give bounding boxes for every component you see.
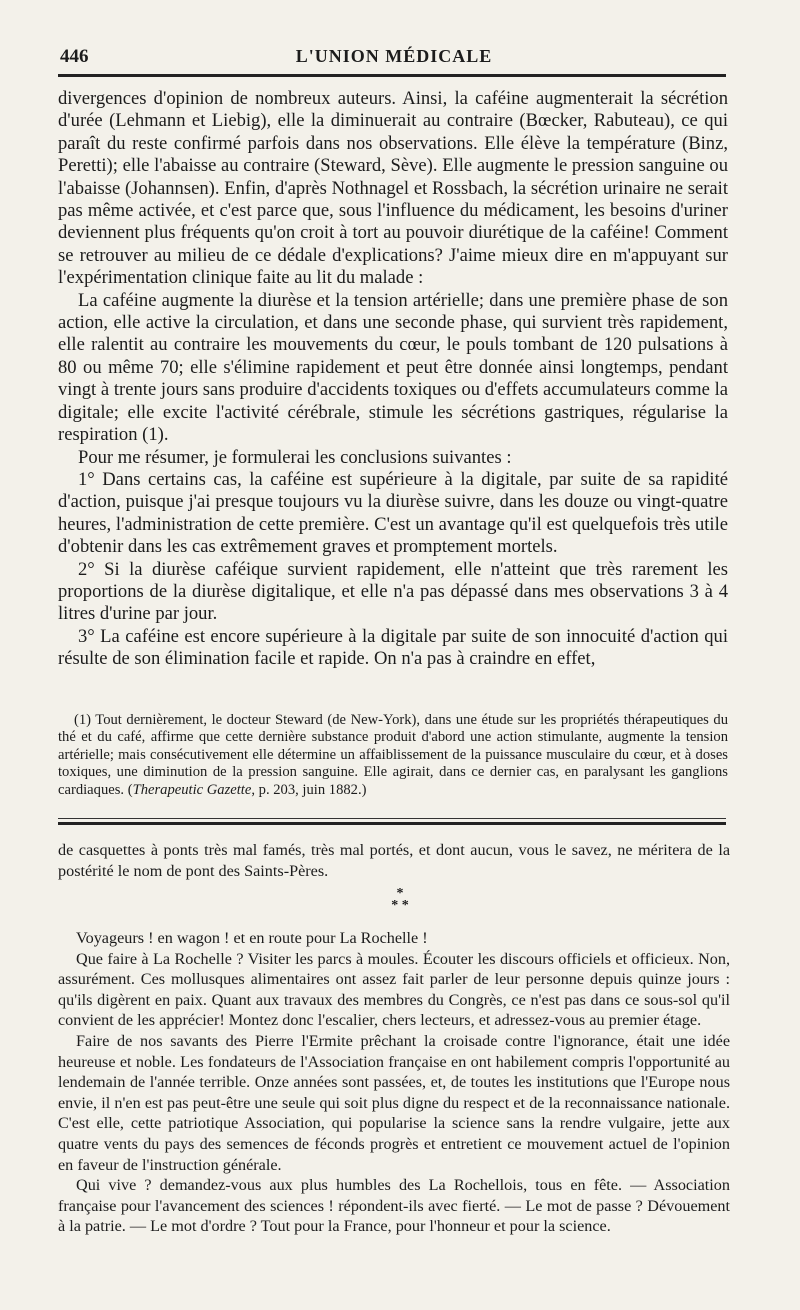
- article-paragraph: 3° La caféine est encore supérieure à la digitale par suite de son innocuité d'action qui résulte de son élimination facile et rapide. On n'a pas à craindre en effet,: [58, 625, 728, 670]
- feuilleton-opening: [58, 840, 730, 881]
- footnote-text: (1) Tout dernièrement, le docteur Steward (de New-York), dans une étude sur les propriétés thérapeutiques du thé et du café, affirme que cette dernière substance produit d'abord une action stimulante, augmente la tension artérielle; mais consécutivement elle détermine un affaiblissement de la puissance musculaire du cœur, et à doses toxiques, une diminution de la pression sanguine. Elle agirait, dans ce dernier cas, en paralysant les ganglions cardiaques.: [58, 712, 728, 798]
- footnote-citation-title: Therapeutic Gazette: [132, 781, 252, 798]
- asterism-bottom: * *: [391, 898, 409, 913]
- article-paragraph: Pour me résumer, je formulerai les conclusions suivantes :: [78, 446, 512, 468]
- page-header: [60, 44, 728, 70]
- feuilleton-paragraph: de casquettes à ponts très mal famés, très mal portés, et dont aucun, vous le savez, ne méritera de la postérité le nom de pont des Saints-Pères.: [58, 841, 730, 880]
- footnote-citation-open: (: [127, 781, 133, 798]
- asterism-top: *: [396, 886, 404, 901]
- feuilleton-rule-top: [58, 818, 726, 819]
- journal-title: L'UNION MÉDICALE: [295, 46, 493, 66]
- article-paragraph: La caféine augmente la diurèse et la tension artérielle; dans une première phase de son action, elle active la circulation, et dans une seconde phase, qui survient très rapidement, elle ralentit au contraire les mouvements du cœur, le pouls tombant de 120 pulsations à 80 ou même 70; elle s'élimine rapidement et peut être donnée ainsi longtemps, pendant vingt à trente jours sans produire d'accidents toxiques ou d'effets accumulateurs comme la digitale; elle excite l'activité cérébrale, stimule les sécrétions gastriques, régularise la respiration (1).: [58, 289, 728, 446]
- feuilleton-paragraph: Qui vive ? demandez-vous aux plus humbles des La Rochellois, tous en fête. — Association française pour l'avancement des sciences ! répondent-ils avec fierté. — Le mot de passe ? Dévouement à la patrie. — Le mot d'ordre ? Tout pour la France, pour l'honneur et pour la science.: [58, 1176, 730, 1236]
- page-number: 446: [60, 46, 89, 67]
- article-paragraph: divergences d'opinion de nombreux auteurs. Ainsi, la caféine augmenterait la sécrétion d'urée (Lehmann et Liebig), elle la diminuerait au contraire (Bœcker, Rabuteau), ce qui paraît du reste confirmé parfois dans nos observations. Elle élève la température (Binz, Peretti); elle l'abaisse au contraire (Steward, Sève). Elle augmente le pression sanguine ou l'abaisse (Johannsen). Enfin, d'après Nothnagel et Rossbach, la sécrétion urinaire ne serait pas même activée, et c'est parce que, sous l'influence du médicament, les besoins d'uriner deviennent plus fréquents qu'on croit à tort au pouvoir diurétique de la caféine! Comment se retrouver au milieu de ce dédale d'explications? J'aime mieux dire en m'appuyant sur l'expérimentation clinique faite au lit du malade :: [58, 88, 728, 289]
- article-body: [58, 88, 728, 671]
- article-paragraph: 2° Si la diurèse caféique survient rapidement, elle n'atteint que très rarement les proportions de la diurèse digitalique, et elle n'a pas dépassé dans mes observations 3 à 4 litres d'urine par jour.: [58, 558, 728, 625]
- feuilleton-body: [58, 928, 730, 1237]
- feuilleton-paragraph: Que faire à La Rochelle ? Visiter les parcs à moules. Écouter les discours officiels et officieux. Non, assurément. Ces mollusques alimentaires ont assez fait parler de leur personne depuis quinze jours : qu'ils digèrent en paix. Quant aux travaux des membres du Congrès, ce n'est pas dans ce sous-sol qu'il convient de les apprécier! Montez donc l'escalier, chers lecteurs, et adressez-vous au premier étage.: [58, 949, 730, 1030]
- feuilleton-paragraph: Faire de nos savants des Pierre l'Ermite prêchant la croisade contre l'ignorance, était une idée heureuse et noble. Les fondateurs de l'Association française en ont habilement compris l'opportunité au lendemain de l'année terrible. Onze années sont passées, et, de toutes les institutions que l'Europe nous envie, il n'en est pas peut-être une seule qui soit plus digne du respect et de la reconnaissance nationale. C'est elle, cette patriotique Association, qui popularise la science sans la rendre vulgaire, jette aux quatre vents du pays des semences de féconds progrès et entretient ce mouvement actuel de l'opinion en faveur de l'instruction générale.: [58, 1031, 730, 1174]
- header-rule: [58, 74, 726, 77]
- asterism: [0, 888, 800, 912]
- feuilleton-paragraph: Voyageurs ! en wagon ! et en route pour La Rochelle !: [76, 929, 428, 947]
- footnote-citation-rest: , p. 203, juin 1882.): [251, 781, 367, 798]
- article-paragraph: 1° Dans certains cas, la caféine est supérieure à la digitale, par suite de sa rapidité d'action, puisque j'ai presque toujours vu la diurèse suivre, dans les douze ou vingt-quatre heures, l'administration de cette première. C'est un avantage qu'il est quelquefois très utile d'obtenir dans les cas extrêmement graves et promptement mortels.: [58, 468, 728, 558]
- footnote: [58, 712, 728, 799]
- feuilleton-rule-bottom: [58, 822, 726, 825]
